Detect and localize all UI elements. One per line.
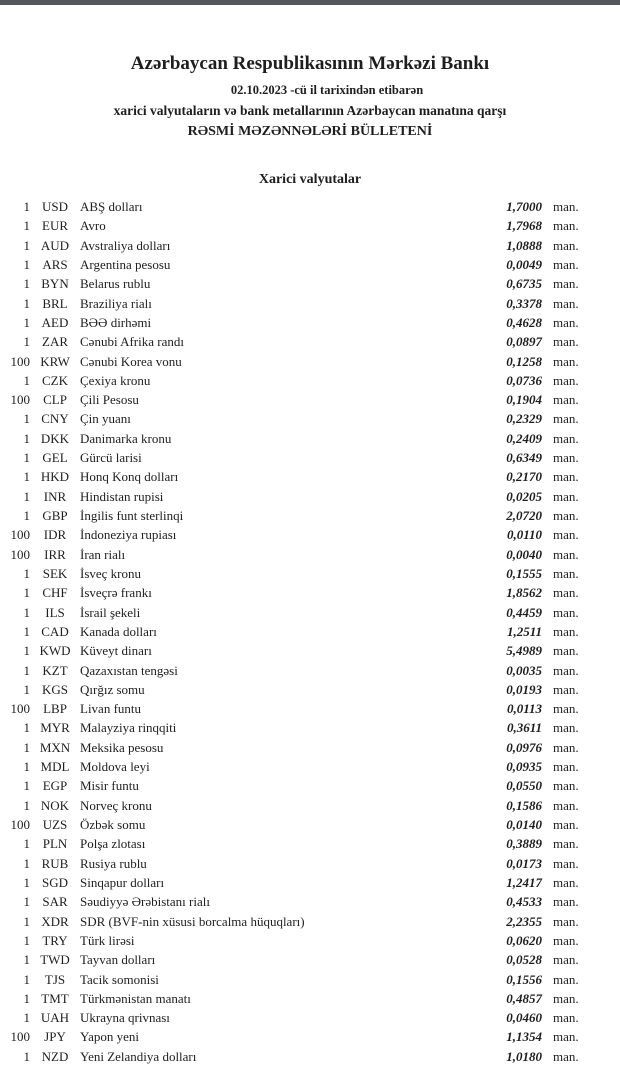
qty-cell: 1 bbox=[23, 797, 30, 813]
effective-date-line: 02.10.2023 -cü il tarixindən etibarən bbox=[230, 83, 424, 97]
name-cell: İsveç kronu bbox=[80, 565, 142, 581]
table-row bbox=[8, 873, 583, 892]
rate-cell: 1,2417 bbox=[506, 874, 542, 890]
name-cell: Cənubi Korea vonu bbox=[80, 353, 182, 369]
unit-cell: man. bbox=[553, 1010, 579, 1026]
unit-cell: man. bbox=[553, 585, 579, 601]
unit-cell: man. bbox=[553, 334, 579, 350]
name-cell: Misir funtu bbox=[80, 778, 139, 794]
table-row bbox=[8, 487, 583, 506]
code-cell: INR bbox=[43, 488, 67, 504]
code-cell: LBP bbox=[43, 701, 67, 717]
name-cell: Türk lirəsi bbox=[80, 932, 135, 948]
rate-cell: 5,4989 bbox=[506, 643, 542, 659]
unit-cell: man. bbox=[553, 199, 579, 214]
qty-cell: 1 bbox=[23, 237, 30, 253]
unit-cell: man. bbox=[553, 411, 579, 427]
rate-cell: 0,1586 bbox=[506, 797, 542, 813]
unit-cell: man. bbox=[553, 508, 579, 523]
unit-cell: man. bbox=[553, 701, 579, 717]
unit-cell: man. bbox=[553, 218, 579, 234]
code-cell: TRY bbox=[42, 932, 68, 948]
code-cell: CLP bbox=[43, 392, 67, 408]
rate-cell: 0,0040 bbox=[506, 546, 542, 562]
rate-cell: 0,2170 bbox=[506, 469, 542, 485]
unit-cell: man. bbox=[553, 392, 579, 408]
table-row bbox=[8, 332, 583, 351]
qty-cell: 1 bbox=[23, 643, 30, 659]
name-cell: ABŞ dolları bbox=[80, 199, 143, 214]
qty-cell: 1 bbox=[23, 372, 30, 388]
rate-cell: 1,8562 bbox=[506, 585, 542, 601]
table-row bbox=[8, 545, 583, 564]
name-cell: Danimarka kronu bbox=[80, 430, 172, 446]
table-row bbox=[8, 854, 583, 873]
unit-cell: man. bbox=[553, 546, 579, 562]
code-cell: EGP bbox=[42, 778, 68, 794]
name-cell: Avstraliya dolları bbox=[80, 237, 171, 253]
name-cell: İran rialı bbox=[80, 546, 126, 562]
unit-cell: man. bbox=[553, 604, 579, 620]
code-cell: XDR bbox=[41, 913, 69, 929]
name-cell: Argentina pesosu bbox=[80, 256, 171, 272]
rate-cell: 0,4533 bbox=[506, 894, 542, 910]
table-row bbox=[8, 989, 583, 1008]
name-cell: Türkmənistan manatı bbox=[80, 990, 191, 1006]
table-row bbox=[8, 950, 583, 969]
qty-cell: 100 bbox=[10, 392, 30, 408]
code-cell: KWD bbox=[39, 643, 71, 659]
rate-cell: 0,0049 bbox=[506, 256, 542, 272]
name-cell: Çili Pesosu bbox=[80, 392, 139, 408]
qty-cell: 1 bbox=[23, 1010, 30, 1026]
name-cell: Özbək somu bbox=[80, 817, 146, 832]
qty-cell: 1 bbox=[23, 681, 30, 697]
rate-cell: 0,0193 bbox=[506, 681, 542, 697]
code-cell: GBP bbox=[42, 508, 68, 523]
table-row bbox=[8, 255, 583, 274]
name-cell: Küveyt dinarı bbox=[80, 643, 152, 659]
unit-cell: man. bbox=[553, 295, 579, 311]
qty-cell: 1 bbox=[23, 1048, 30, 1064]
qty-cell: 1 bbox=[23, 276, 30, 292]
code-cell: USD bbox=[41, 199, 68, 214]
qty-cell: 1 bbox=[23, 778, 30, 794]
unit-cell: man. bbox=[553, 720, 579, 736]
name-cell: BƏƏ dirhəmi bbox=[80, 314, 152, 330]
name-cell: Qırğız somu bbox=[80, 681, 145, 697]
code-cell: AED bbox=[41, 314, 69, 330]
code-cell: NOK bbox=[40, 797, 70, 813]
table-row bbox=[8, 603, 583, 622]
unit-cell: man. bbox=[553, 450, 579, 466]
unit-cell: man. bbox=[553, 1029, 579, 1045]
table-row bbox=[8, 970, 583, 989]
code-cell: KRW bbox=[40, 353, 70, 369]
rate-cell: 0,0897 bbox=[506, 334, 542, 350]
rate-cell: 0,3611 bbox=[506, 720, 542, 736]
name-cell: Moldova leyi bbox=[80, 759, 150, 775]
code-cell: TJS bbox=[44, 971, 66, 987]
table-row bbox=[8, 409, 583, 428]
table-row bbox=[8, 448, 583, 467]
code-cell: RUB bbox=[41, 855, 69, 871]
bulletin-title: RƏSMİ MƏZƏNNƏLƏRİ BÜLLETENİ bbox=[187, 124, 433, 139]
unit-cell: man. bbox=[553, 565, 579, 581]
name-cell: SDR (BVF-nin xüsusi borcalma hüquqları) bbox=[80, 913, 305, 929]
name-cell: Kanada dolları bbox=[80, 623, 157, 639]
qty-cell: 1 bbox=[23, 932, 30, 948]
qty-cell: 1 bbox=[23, 218, 30, 234]
code-cell: MXN bbox=[39, 739, 71, 755]
qty-cell: 1 bbox=[23, 990, 30, 1006]
name-cell: Cənubi Afrika randı bbox=[80, 334, 184, 350]
code-cell: CNY bbox=[41, 411, 69, 427]
unit-cell: man. bbox=[553, 256, 579, 272]
name-cell: Səudiyyə Ərəbistanı rialı bbox=[80, 894, 210, 910]
table-row bbox=[8, 525, 583, 544]
unit-cell: man. bbox=[553, 643, 579, 659]
table-row bbox=[8, 429, 583, 448]
rate-cell: 0,1555 bbox=[506, 565, 542, 581]
name-cell: Çin yuanı bbox=[80, 411, 131, 427]
document-subtitle: xarici valyutaların və bank metallarının Azərbaycan manatına qarşı bbox=[113, 103, 507, 118]
unit-cell: man. bbox=[553, 527, 579, 543]
table-row bbox=[8, 216, 583, 235]
qty-cell: 100 bbox=[10, 353, 30, 369]
name-cell: Rusiya rublu bbox=[80, 855, 147, 871]
name-cell: Yeni Zelandiya dolları bbox=[80, 1048, 197, 1064]
name-cell: Tayvan dolları bbox=[80, 952, 156, 968]
table-row bbox=[8, 583, 583, 602]
rate-cell: 0,0113 bbox=[506, 701, 542, 717]
document-header bbox=[0, 52, 620, 141]
code-cell: DKK bbox=[40, 430, 70, 446]
table-row bbox=[8, 564, 583, 583]
name-cell: Ukrayna qrivnası bbox=[80, 1010, 170, 1026]
qty-cell: 1 bbox=[23, 565, 30, 581]
table-row bbox=[8, 294, 583, 313]
qty-cell: 1 bbox=[23, 913, 30, 929]
code-cell: BYN bbox=[41, 276, 69, 292]
name-cell: Polşa zlotası bbox=[80, 836, 146, 852]
name-cell: Gürcü larisi bbox=[80, 450, 142, 466]
rate-cell: 0,4459 bbox=[506, 604, 542, 620]
rate-cell: 0,3378 bbox=[506, 295, 542, 311]
rate-cell: 0,3889 bbox=[506, 836, 542, 852]
name-cell: Livan funtu bbox=[80, 701, 142, 717]
code-cell: KZT bbox=[42, 662, 68, 678]
name-cell: Sinqapur dolları bbox=[80, 874, 165, 890]
code-cell: CZK bbox=[42, 372, 68, 388]
name-cell: Yapon yeni bbox=[80, 1029, 139, 1045]
qty-cell: 1 bbox=[23, 314, 30, 330]
table-row bbox=[8, 274, 583, 293]
qty-cell: 1 bbox=[23, 759, 30, 775]
qty-cell: 1 bbox=[23, 295, 30, 311]
code-cell: ZAR bbox=[42, 334, 68, 350]
bank-title: Azərbaycan Respublikasının Mərkəzi Bankı bbox=[130, 53, 490, 74]
qty-cell: 1 bbox=[23, 662, 30, 678]
code-cell: IRR bbox=[44, 546, 66, 562]
table-row bbox=[8, 680, 583, 699]
rate-cell: 0,6735 bbox=[506, 276, 542, 292]
qty-cell: 100 bbox=[10, 701, 30, 717]
code-cell: NZD bbox=[41, 1048, 69, 1064]
unit-cell: man. bbox=[553, 681, 579, 697]
code-cell: CAD bbox=[41, 623, 69, 639]
name-cell: Honq Konq dolları bbox=[80, 469, 179, 485]
qty-cell: 1 bbox=[23, 855, 30, 871]
unit-cell: man. bbox=[553, 971, 579, 987]
code-cell: BRL bbox=[42, 295, 68, 311]
unit-cell: man. bbox=[553, 874, 579, 890]
code-cell: SAR bbox=[42, 894, 68, 910]
table-row bbox=[8, 313, 583, 332]
code-cell: UZS bbox=[42, 817, 68, 832]
unit-cell: man. bbox=[553, 469, 579, 485]
qty-cell: 100 bbox=[10, 527, 30, 543]
rate-cell: 0,2409 bbox=[506, 430, 542, 446]
qty-cell: 1 bbox=[23, 469, 30, 485]
rate-cell: 0,0976 bbox=[506, 739, 542, 755]
code-cell: UAH bbox=[40, 1010, 70, 1026]
name-cell: Norveç kronu bbox=[80, 797, 152, 813]
unit-cell: man. bbox=[553, 990, 579, 1006]
rate-cell: 1,7968 bbox=[506, 218, 542, 234]
qty-cell: 1 bbox=[23, 508, 30, 523]
qty-cell: 1 bbox=[23, 836, 30, 852]
name-cell: Tacik somonisi bbox=[80, 971, 159, 987]
table-row bbox=[8, 622, 583, 641]
rate-cell: 0,2329 bbox=[506, 411, 542, 427]
rate-cell: 0,0035 bbox=[506, 662, 542, 678]
unit-cell: man. bbox=[553, 739, 579, 755]
name-cell: Çexiya kronu bbox=[80, 372, 151, 388]
viewer-top-bar bbox=[0, 0, 620, 5]
unit-cell: man. bbox=[553, 894, 579, 910]
rate-cell: 1,1354 bbox=[506, 1029, 542, 1045]
rate-cell: 2,0720 bbox=[506, 508, 542, 523]
rate-cell: 0,0620 bbox=[506, 932, 542, 948]
qty-cell: 100 bbox=[10, 546, 30, 562]
qty-cell: 1 bbox=[23, 430, 30, 446]
table-row bbox=[8, 776, 583, 795]
code-cell: SEK bbox=[42, 565, 68, 581]
qty-cell: 100 bbox=[10, 1029, 30, 1045]
rate-cell: 1,7000 bbox=[506, 199, 542, 214]
rate-cell: 1,0180 bbox=[506, 1048, 542, 1064]
unit-cell: man. bbox=[553, 932, 579, 948]
table-row bbox=[8, 892, 583, 911]
qty-cell: 1 bbox=[23, 256, 30, 272]
table-row bbox=[8, 352, 583, 371]
code-cell: KGS bbox=[41, 681, 68, 697]
name-cell: İsveçrə frankı bbox=[80, 585, 152, 601]
table-row bbox=[8, 467, 583, 486]
unit-cell: man. bbox=[553, 778, 579, 794]
unit-cell: man. bbox=[553, 623, 579, 639]
unit-cell: man. bbox=[553, 353, 579, 369]
table-row bbox=[8, 390, 583, 409]
code-cell: MYR bbox=[40, 720, 70, 736]
unit-cell: man. bbox=[553, 913, 579, 929]
name-cell: Hindistan rupisi bbox=[80, 488, 164, 504]
qty-cell: 1 bbox=[23, 739, 30, 755]
code-cell: ILS bbox=[45, 604, 65, 620]
unit-cell: man. bbox=[553, 314, 579, 330]
table-row bbox=[8, 718, 583, 737]
code-cell: TMT bbox=[41, 990, 69, 1006]
name-cell: Malayziya rinqqiti bbox=[80, 720, 177, 736]
unit-cell: man. bbox=[553, 372, 579, 388]
unit-cell: man. bbox=[553, 430, 579, 446]
qty-cell: 1 bbox=[23, 411, 30, 427]
code-cell: CHF bbox=[42, 585, 68, 601]
rate-cell: 0,0460 bbox=[506, 1010, 542, 1026]
rate-cell: 0,4857 bbox=[506, 990, 542, 1006]
name-cell: İsrail şekeli bbox=[80, 604, 141, 620]
table-row bbox=[8, 1008, 583, 1027]
code-cell: ARS bbox=[42, 256, 68, 272]
code-cell: PLN bbox=[42, 836, 68, 852]
code-cell: SGD bbox=[41, 874, 68, 890]
rate-cell: 0,1556 bbox=[506, 971, 542, 987]
section-title-foreign-currencies: Xarici valyutalar bbox=[258, 172, 362, 187]
name-cell: Braziliya rialı bbox=[80, 295, 152, 311]
table-row bbox=[8, 796, 583, 815]
table-row bbox=[8, 641, 583, 660]
table-row bbox=[8, 1047, 583, 1066]
rate-cell: 0,0528 bbox=[506, 952, 542, 968]
unit-cell: man. bbox=[553, 276, 579, 292]
qty-cell: 100 bbox=[10, 817, 30, 832]
qty-cell: 1 bbox=[23, 952, 30, 968]
qty-cell: 1 bbox=[23, 450, 30, 466]
rate-cell: 0,6349 bbox=[506, 450, 542, 466]
name-cell: Avro bbox=[80, 218, 106, 234]
name-cell: Meksika pesosu bbox=[80, 739, 164, 755]
rate-cell: 2,2355 bbox=[506, 913, 542, 929]
qty-cell: 1 bbox=[23, 720, 30, 736]
name-cell: Belarus rublu bbox=[80, 276, 151, 292]
table-row bbox=[8, 506, 583, 525]
code-cell: MDL bbox=[40, 759, 70, 775]
table-row bbox=[8, 738, 583, 757]
rate-cell: 0,4628 bbox=[506, 314, 542, 330]
table-row bbox=[8, 236, 583, 255]
code-cell: HKD bbox=[40, 469, 70, 485]
rate-cell: 0,0736 bbox=[506, 372, 542, 388]
name-cell: Qazaxıstan tengəsi bbox=[80, 662, 178, 678]
rate-cell: 0,0935 bbox=[506, 759, 542, 775]
unit-cell: man. bbox=[553, 488, 579, 504]
qty-cell: 1 bbox=[23, 488, 30, 504]
rate-cell: 0,0205 bbox=[506, 488, 542, 504]
rate-cell: 0,0110 bbox=[506, 527, 542, 543]
table-row bbox=[8, 834, 583, 853]
rate-cell: 0,1258 bbox=[506, 353, 542, 369]
qty-cell: 1 bbox=[23, 971, 30, 987]
table-row bbox=[8, 912, 583, 931]
qty-cell: 1 bbox=[23, 874, 30, 890]
unit-cell: man. bbox=[553, 759, 579, 775]
code-cell: JPY bbox=[44, 1029, 66, 1045]
rate-cell: 0,0140 bbox=[506, 817, 542, 832]
qty-cell: 1 bbox=[23, 604, 30, 620]
rate-cell: 0,0173 bbox=[506, 855, 542, 871]
qty-cell: 1 bbox=[23, 894, 30, 910]
table-row bbox=[8, 931, 583, 950]
unit-cell: man. bbox=[553, 662, 579, 678]
table-row bbox=[8, 661, 583, 680]
unit-cell: man. bbox=[553, 797, 579, 813]
rate-cell: 0,0550 bbox=[506, 778, 542, 794]
qty-cell: 1 bbox=[23, 199, 30, 214]
unit-cell: man. bbox=[553, 952, 579, 968]
table-row bbox=[8, 815, 583, 834]
name-cell: İndoneziya rupiası bbox=[80, 527, 177, 543]
currency-table bbox=[8, 197, 583, 1066]
code-cell: GEL bbox=[42, 450, 68, 466]
code-cell: AUD bbox=[40, 237, 70, 253]
unit-cell: man. bbox=[553, 1048, 579, 1064]
qty-cell: 1 bbox=[23, 334, 30, 350]
name-cell: İngilis funt sterlinqi bbox=[80, 508, 184, 523]
unit-cell: man. bbox=[553, 817, 579, 832]
code-cell: EUR bbox=[42, 218, 68, 234]
table-row bbox=[8, 371, 583, 390]
unit-cell: man. bbox=[553, 237, 579, 253]
rate-cell: 1,0888 bbox=[506, 237, 542, 253]
rate-cell: 0,1904 bbox=[506, 392, 542, 408]
unit-cell: man. bbox=[553, 836, 579, 852]
qty-cell: 1 bbox=[23, 585, 30, 601]
table-row bbox=[8, 757, 583, 776]
table-row bbox=[8, 197, 583, 216]
table-row bbox=[8, 1027, 583, 1046]
table-row bbox=[8, 699, 583, 718]
code-cell: TWD bbox=[40, 952, 70, 968]
unit-cell: man. bbox=[553, 855, 579, 871]
code-cell: IDR bbox=[43, 527, 67, 543]
qty-cell: 1 bbox=[23, 623, 30, 639]
rate-cell: 1,2511 bbox=[506, 623, 542, 639]
